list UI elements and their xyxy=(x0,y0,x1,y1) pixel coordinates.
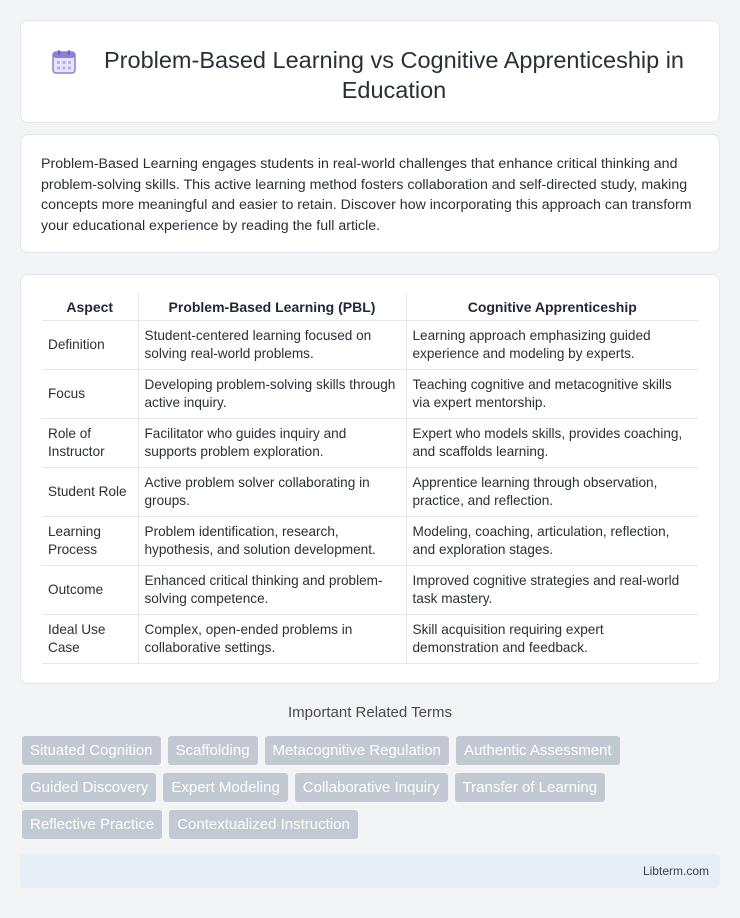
comparison-table-card xyxy=(20,274,720,684)
table-cell: Complex, open-ended problems in collaborative settings. xyxy=(138,614,406,663)
aspect-cell: Definition xyxy=(42,320,138,369)
table-cell: Problem identification, research, hypothesis, and solution development. xyxy=(138,516,406,565)
header-card xyxy=(20,20,720,123)
aspect-cell: Focus xyxy=(42,369,138,418)
column-header: Cognitive Apprenticeship xyxy=(406,293,698,320)
comparison-table xyxy=(42,293,698,664)
aspect-cell: Student Role xyxy=(42,467,138,516)
table-row xyxy=(42,418,698,467)
related-term-tag[interactable]: Scaffolding xyxy=(168,736,258,765)
table-cell: Teaching cognitive and metacognitive skills via expert mentorship. xyxy=(406,369,698,418)
table-row xyxy=(42,565,698,614)
related-term-tag[interactable]: Contextualized Instruction xyxy=(169,810,358,839)
aspect-cell: Ideal Use Case xyxy=(42,614,138,663)
table-header-row xyxy=(42,293,698,320)
table-row xyxy=(42,614,698,663)
related-term-tag[interactable]: Expert Modeling xyxy=(163,773,287,802)
calendar-icon xyxy=(51,49,77,75)
related-term-tag[interactable]: Guided Discovery xyxy=(22,773,156,802)
table-cell: Active problem solver collaborating in groups. xyxy=(138,467,406,516)
related-terms-title: Important Related Terms xyxy=(288,704,452,721)
column-header: Problem-Based Learning (PBL) xyxy=(138,293,406,320)
table-cell: Skill acquisition requiring expert demonstration and feedback. xyxy=(406,614,698,663)
aspect-cell: Learning Process xyxy=(42,516,138,565)
footer-site[interactable]: Libterm.com xyxy=(642,864,709,878)
related-term-tag[interactable]: Reflective Practice xyxy=(22,810,162,839)
related-terms-list xyxy=(22,736,722,839)
table-cell: Facilitator who guides inquiry and supports problem exploration. xyxy=(138,418,406,467)
table-cell: Enhanced critical thinking and problem-solving competence. xyxy=(138,565,406,614)
aspect-cell: Role of Instructor xyxy=(42,418,138,467)
page-title: Problem-Based Learning vs Cognitive Apprenticeship in Education xyxy=(104,47,684,103)
table-row xyxy=(42,516,698,565)
column-header: Aspect xyxy=(42,293,138,320)
intro-text: Problem-Based Learning engages students in real-world challenges that enhance critical thinking and problem-solving skills. This active learning method fosters collaboration and self-directed study, making concepts more meaningful and easier to retain. Discover how incorporating this approach can transform your educational experience by reading the full article. xyxy=(41,156,692,234)
table-cell: Student-centered learning focused on solving real-world problems. xyxy=(138,320,406,369)
table-row xyxy=(42,369,698,418)
table-row xyxy=(42,467,698,516)
table-cell: Learning approach emphasizing guided experience and modeling by experts. xyxy=(406,320,698,369)
related-term-tag[interactable]: Transfer of Learning xyxy=(455,773,606,802)
table-cell: Apprentice learning through observation, practice, and reflection. xyxy=(406,467,698,516)
related-term-tag[interactable]: Situated Cognition xyxy=(22,736,161,765)
intro-card xyxy=(20,134,720,253)
table-cell: Modeling, coaching, articulation, reflection, and exploration stages. xyxy=(406,516,698,565)
related-term-tag[interactable]: Authentic Assessment xyxy=(456,736,620,765)
related-term-tag[interactable]: Collaborative Inquiry xyxy=(295,773,448,802)
table-cell: Expert who models skills, provides coaching, and scaffolds learning. xyxy=(406,418,698,467)
table-cell: Developing problem-solving skills through active inquiry. xyxy=(138,369,406,418)
table-row xyxy=(42,320,698,369)
footer xyxy=(20,854,720,888)
aspect-cell: Outcome xyxy=(42,565,138,614)
table-cell: Improved cognitive strategies and real-world task mastery. xyxy=(406,565,698,614)
related-term-tag[interactable]: Metacognitive Regulation xyxy=(265,736,449,765)
